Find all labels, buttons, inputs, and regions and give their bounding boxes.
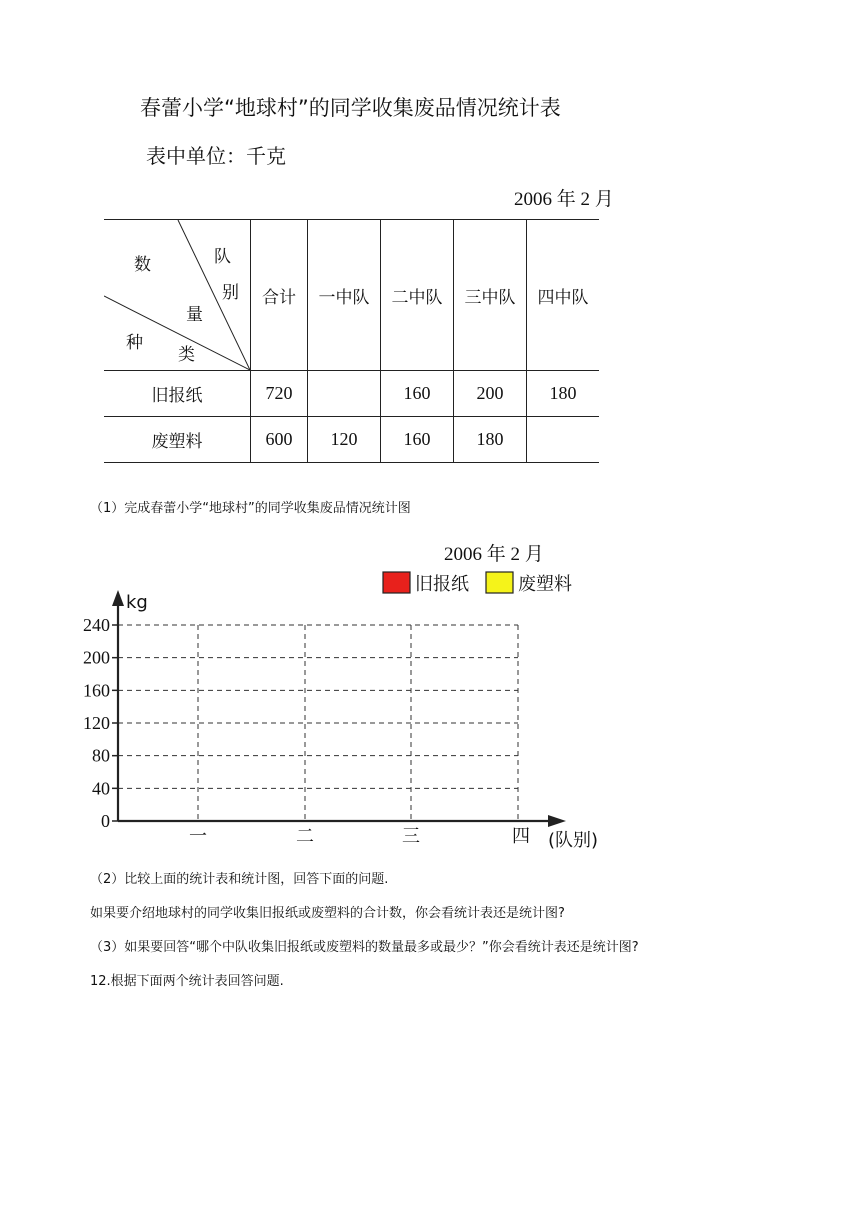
diag-kind-1: 种 [126,333,143,353]
col-header-team1: 一中队 [308,220,381,371]
y-tick-label: 240 [83,615,110,635]
x-axis-arrow [548,815,566,827]
diag-quantity-1: 数 [134,255,151,275]
table-date: 2006 年 2 月 [514,189,614,210]
question-1: （1）完成春蕾小学“地球村”的同学收集废品情况统计图 [90,501,411,516]
col-header-total: 合计 [251,220,308,371]
table-row [104,371,599,417]
question-2: （2）比较上面的统计表和统计图，回答下面的问题. [90,872,389,887]
y-axis-arrow [112,590,124,606]
table-header-row [104,220,599,371]
table-row [104,417,599,463]
legend-label-0: 旧报纸 [415,574,469,595]
table-cell [308,371,381,417]
legend-label-1: 废塑料 [518,574,572,595]
diag-kind-2: 类 [178,345,195,365]
y-tick-label: 0 [101,811,110,831]
bar-chart [0,530,860,870]
y-tick-label: 120 [83,713,110,733]
diag-team-2: 别 [222,283,239,303]
y-axis-label: kg [126,592,148,613]
table-cell: 600 [251,417,308,463]
question-12: 12.根据下面两个统计表回答问题. [90,974,284,989]
table-cell: 160 [381,371,454,417]
y-tick-label: 160 [83,680,110,701]
table-cell: 160 [381,417,454,463]
col-header-team4: 四中队 [527,220,600,371]
table-cell: 200 [454,371,527,417]
x-tick-label: 二 [296,826,314,847]
table-cell: 180 [527,371,600,417]
x-axis-label: (队别) [548,830,599,851]
col-header-team3: 三中队 [454,220,527,371]
table-cell [527,417,600,463]
diag-quantity-2: 量 [186,305,203,325]
table-cell: 720 [251,371,308,417]
table-unit: 表中单位：千克 [146,144,286,168]
x-tick-label: 一 [189,826,207,847]
diag-team-1: 队 [214,247,231,267]
x-tick-label: 四 [512,826,530,847]
table-cell: 120 [308,417,381,463]
question-2-body: 如果要介绍地球村的同学收集旧报纸或废塑料的合计数，你会看统计表还是统计图? [90,906,565,921]
question-3: （3）如果要回答“哪个中队收集旧报纸或废塑料的数量最多或最少？”你会看统计表还是统计图? [90,940,639,955]
y-tick-label: 40 [92,778,110,799]
chart-date: 2006 年 2 月 [444,544,544,565]
stats-table [104,219,599,463]
y-tick-label: 80 [92,745,110,766]
row-label: 废塑料 [104,417,251,463]
x-tick-label: 三 [402,826,420,847]
y-tick-label: 200 [83,647,110,668]
legend-swatch-1 [486,572,513,593]
legend-swatch-0 [383,572,410,593]
table-title: 春蕾小学“地球村”的同学收集废品情况统计表 [140,96,561,120]
diagonal-header-cell [104,220,251,371]
row-label: 旧报纸 [104,371,251,417]
col-header-team2: 二中队 [381,220,454,371]
table-cell: 180 [454,417,527,463]
